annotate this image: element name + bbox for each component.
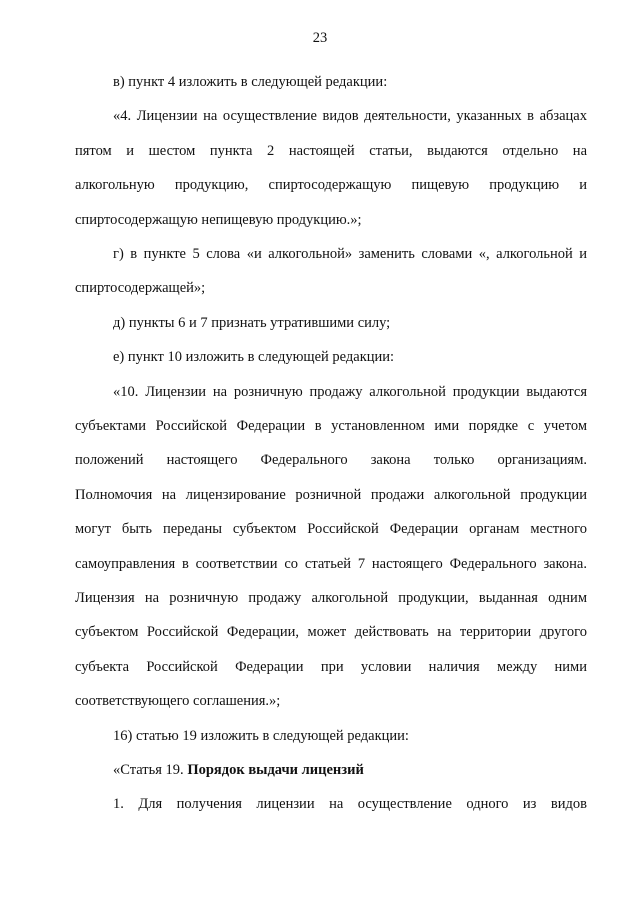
line-text: «10. Лицензии на розничную продажу алкогольной продукции выдаются — [113, 383, 587, 400]
text-line — [113, 348, 587, 366]
line-text: д) пункты 6 и 7 признать утратившими силу; — [113, 314, 391, 331]
text-line — [75, 555, 587, 573]
line-text: г) в пункте 5 слова «и алкогольной» заменить словами «, алкогольной и — [113, 246, 587, 262]
line-text: в) пункт 4 изложить в следующей редакции: — [113, 74, 388, 90]
text-line — [75, 486, 587, 504]
text-line — [113, 727, 587, 745]
page-number: 23 — [312, 30, 328, 46]
text-line — [113, 73, 587, 91]
text-line — [75, 623, 587, 641]
line-text: алкогольную продукцию, спиртосодержащую пищевую продукцию и — [75, 177, 587, 194]
line-text: е) пункт 10 изложить в следующей редакции: — [113, 349, 395, 366]
text-line — [75, 692, 587, 710]
text-line — [113, 795, 587, 813]
line-text: могут быть переданы субъектом Российской Федерации органам местного — [75, 521, 587, 538]
line-text: 1. Для получения лицензии на осуществление одного из видов — [113, 796, 587, 813]
line-text: положений настоящего Федерального закона только организациям. — [75, 452, 587, 469]
text-line — [75, 279, 587, 297]
text-line — [75, 658, 587, 676]
text-line — [75, 417, 587, 435]
text-line — [75, 211, 587, 229]
text-line — [113, 383, 587, 401]
line-text: пятом и шестом пункта 2 настоящей статьи, выдаются отдельно на — [75, 142, 587, 159]
line-text: субъектами Российской Федерации в установленном ими порядке с учетом — [75, 418, 587, 434]
text-line — [75, 589, 587, 607]
line-text: «4. Лицензии на осуществление видов деятельности, указанных в абзацах — [113, 108, 587, 125]
line-text: субъекта Российской Федерации при условии наличия между ними — [75, 658, 587, 675]
text-line — [113, 245, 587, 263]
line-text: Лицензия на розничную продажу алкогольной продукции, выданная одним — [75, 590, 587, 606]
line-text: 16) статью 19 изложить в следующей редакции: — [113, 727, 409, 744]
line-text: Полномочия на лицензирование розничной продажи алкогольной продукции — [75, 486, 587, 503]
line-text: соответствующего соглашения.»; — [75, 693, 281, 710]
text-line — [113, 314, 587, 332]
text-line — [75, 520, 587, 538]
line-text: спиртосодержащую непищевую продукцию.»; — [75, 211, 362, 228]
text-line — [75, 451, 587, 469]
article-heading: Порядок выдачи лицензий — [187, 762, 364, 778]
line-text: субъектом Российской Федерации, может действовать на территории другого — [75, 624, 587, 641]
line-text: спиртосодержащей»; — [75, 280, 206, 297]
text-line — [75, 142, 587, 160]
text-line — [75, 176, 587, 194]
text-line — [113, 761, 587, 779]
line-text: «Статья 19. — [113, 762, 188, 778]
line-text: самоуправления в соответствии со статьей 7 настоящего Федерального закона. — [75, 555, 587, 572]
text-line — [113, 107, 587, 125]
